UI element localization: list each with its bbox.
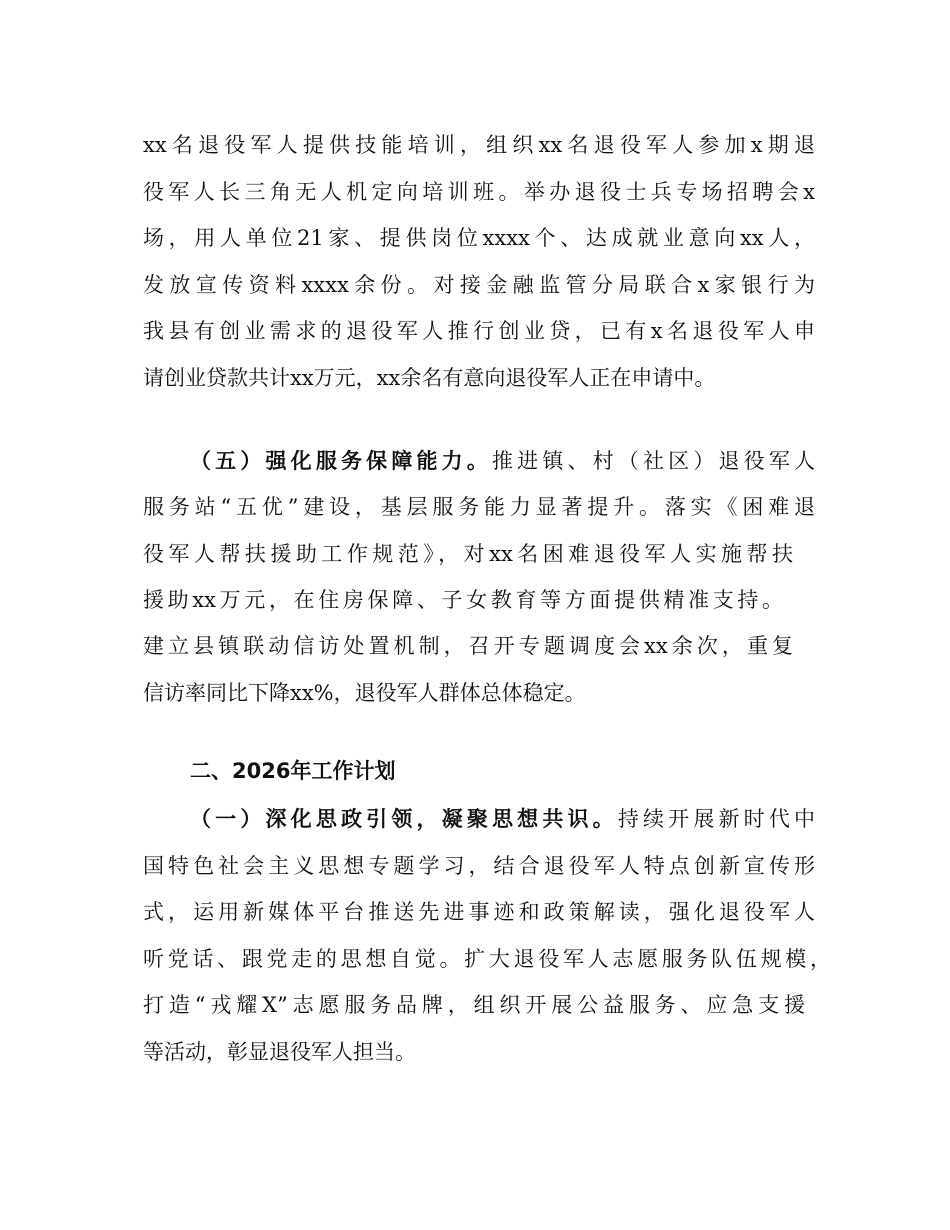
text-line: 信访率同比下降xx%，退役军人群体总体稳定。 xyxy=(143,681,586,705)
text-line: 役军人帮扶援助工作规范》，对xx名困难退役军人实施帮扶 xyxy=(143,542,793,566)
text-line: 场，用人单位21家、提供岗位xxxx个、达成就业意向xx人， xyxy=(143,226,815,250)
text-line: 援助xx万元，在住房保障、子女教育等方面提供精准支持。 xyxy=(143,588,783,612)
text-line: 服务站“五优”建设，基层服务能力显著提升。落实《困难退 xyxy=(143,495,815,519)
section-title: （一）深化思政引领，凝聚思想共识。 xyxy=(190,807,618,831)
text-line: 发放宣传资料xxxx余份。对接金融监管分局联合x家银行为 xyxy=(143,273,815,297)
text-line: 等活动，彰显退役军人担当。 xyxy=(143,1040,416,1064)
text-span: 推进镇、村（社区）退役军人 xyxy=(492,449,815,473)
text-line xyxy=(190,806,815,832)
text-span: 持续开展新时代中 xyxy=(617,807,816,831)
text-line: 式，运用新媒体平台推送先进事迹和政策解读，强化退役军人 xyxy=(143,900,815,924)
text-line: 建立县镇联动信访处置机制，召开专题调度会xx余次，重复 xyxy=(143,634,793,658)
text-line: 打造“戎耀X”志愿服务品牌，组织开展公益服务、应急支援 xyxy=(143,993,805,1017)
text-line: 役军人长三角无人机定向培训班。举办退役士兵专场招聘会x xyxy=(143,180,815,204)
text-line xyxy=(190,448,815,474)
text-line: 请创业贷款共计xx万元，xx余名有意向退役军人正在申请中。 xyxy=(143,366,716,390)
text-line: 我县有创业需求的退役军人推行创业贷，已有x名退役军人申 xyxy=(143,319,815,343)
text-line: 国特色社会主义思想专题学习，结合退役军人特点创新宣传形 xyxy=(143,854,815,878)
text-line: 听党话、跟党走的思想自觉。扩大退役军人志愿服务队伍规模， xyxy=(143,947,831,971)
text-line: xx名退役军人提供技能培训，组织xx名退役军人参加x期退 xyxy=(143,133,815,157)
section-heading: 二、2026年工作计划 xyxy=(190,759,396,783)
section-title: （五）强化服务保障能力。 xyxy=(190,449,492,473)
